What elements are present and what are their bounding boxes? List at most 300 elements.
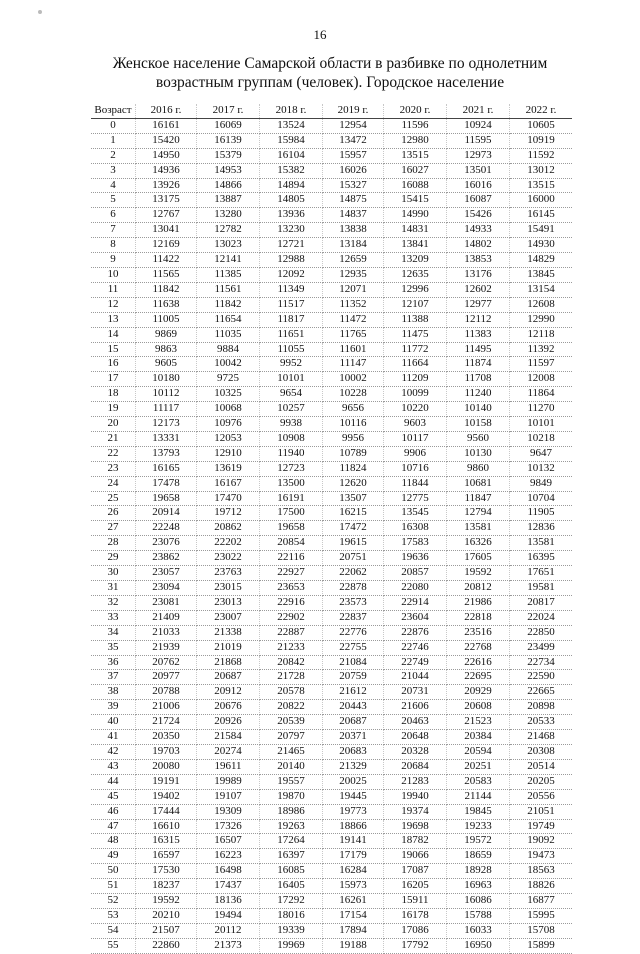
- age-cell: 8: [91, 238, 136, 253]
- table-row: [91, 655, 572, 670]
- value-cell: 23862: [136, 551, 197, 566]
- value-cell: 20797: [260, 730, 323, 745]
- table-row: [91, 849, 572, 864]
- age-cell: 32: [91, 595, 136, 610]
- value-cell: 13841: [384, 238, 447, 253]
- value-cell: 21728: [260, 670, 323, 685]
- value-cell: 12782: [197, 223, 260, 238]
- age-cell: 51: [91, 879, 136, 894]
- value-cell: 20857: [384, 566, 447, 581]
- value-cell: 12608: [510, 297, 573, 312]
- value-cell: 16877: [510, 894, 573, 909]
- value-cell: 14875: [323, 193, 384, 208]
- value-cell: 10180: [136, 372, 197, 387]
- value-cell: 15327: [323, 178, 384, 193]
- value-cell: 16215: [323, 506, 384, 521]
- value-cell: 13619: [197, 461, 260, 476]
- value-cell: 10257: [260, 402, 323, 417]
- value-cell: 20274: [197, 744, 260, 759]
- age-cell: 49: [91, 849, 136, 864]
- value-cell: 11592: [510, 148, 573, 163]
- value-cell: 10002: [323, 372, 384, 387]
- value-cell: 13887: [197, 193, 260, 208]
- value-cell: 13184: [323, 238, 384, 253]
- value-cell: 20025: [323, 774, 384, 789]
- value-cell: 18563: [510, 864, 573, 879]
- value-cell: 10116: [323, 417, 384, 432]
- value-cell: 18866: [323, 819, 384, 834]
- value-cell: 18928: [447, 864, 510, 879]
- value-cell: 12112: [447, 312, 510, 327]
- value-cell: 22749: [384, 655, 447, 670]
- value-cell: 11517: [260, 297, 323, 312]
- value-cell: 10704: [510, 491, 573, 506]
- value-cell: 19233: [447, 819, 510, 834]
- age-cell: 34: [91, 625, 136, 640]
- value-cell: 12092: [260, 267, 323, 282]
- value-cell: 21868: [197, 655, 260, 670]
- value-cell: 12008: [510, 372, 573, 387]
- age-cell: 23: [91, 461, 136, 476]
- value-cell: 23094: [136, 581, 197, 596]
- value-cell: 15415: [384, 193, 447, 208]
- value-cell: 18659: [447, 849, 510, 864]
- column-header-year: 2017 г.: [197, 104, 260, 118]
- value-cell: 22616: [447, 655, 510, 670]
- age-cell: 46: [91, 804, 136, 819]
- value-cell: 16191: [260, 491, 323, 506]
- value-cell: 11772: [384, 342, 447, 357]
- value-cell: 13280: [197, 208, 260, 223]
- value-cell: 19940: [384, 789, 447, 804]
- age-cell: 33: [91, 610, 136, 625]
- table-row: [91, 133, 572, 148]
- table-row: [91, 864, 572, 879]
- age-cell: 53: [91, 908, 136, 923]
- value-cell: 14933: [447, 223, 510, 238]
- value-cell: 16395: [510, 551, 573, 566]
- column-header-year: 2020 г.: [384, 104, 447, 118]
- value-cell: 13331: [136, 431, 197, 446]
- value-cell: 16069: [197, 118, 260, 133]
- title-line-1: Женское население Самарской области в разбивке по однолетним: [112, 55, 548, 72]
- table-row: [91, 282, 572, 297]
- age-cell: 28: [91, 536, 136, 551]
- value-cell: 9906: [384, 446, 447, 461]
- value-cell: 19339: [260, 923, 323, 938]
- value-cell: 20384: [447, 730, 510, 745]
- value-cell: 22878: [323, 581, 384, 596]
- value-cell: 21329: [323, 759, 384, 774]
- table-row: [91, 908, 572, 923]
- column-header-year: 2021 г.: [447, 104, 510, 118]
- age-cell: 6: [91, 208, 136, 223]
- value-cell: 11842: [136, 282, 197, 297]
- value-cell: 15899: [510, 938, 573, 953]
- value-cell: 11905: [510, 506, 573, 521]
- table-row: [91, 894, 572, 909]
- value-cell: 16165: [136, 461, 197, 476]
- value-cell: 11654: [197, 312, 260, 327]
- table-row: [91, 297, 572, 312]
- value-cell: 10789: [323, 446, 384, 461]
- age-cell: 39: [91, 700, 136, 715]
- value-cell: 17894: [323, 923, 384, 938]
- table-row: [91, 879, 572, 894]
- value-cell: 14831: [384, 223, 447, 238]
- value-cell: 22116: [260, 551, 323, 566]
- value-cell: 15708: [510, 923, 573, 938]
- value-cell: 20762: [136, 655, 197, 670]
- document-title: [80, 54, 580, 92]
- value-cell: 20350: [136, 730, 197, 745]
- value-cell: 23007: [197, 610, 260, 625]
- value-cell: 19749: [510, 819, 573, 834]
- value-cell: 10101: [510, 417, 573, 432]
- value-cell: 22818: [447, 610, 510, 625]
- value-cell: 16167: [197, 476, 260, 491]
- age-cell: 21: [91, 431, 136, 446]
- value-cell: 20608: [447, 700, 510, 715]
- table-row: [91, 730, 572, 745]
- value-cell: 19402: [136, 789, 197, 804]
- value-cell: 16139: [197, 133, 260, 148]
- value-cell: 15957: [323, 148, 384, 163]
- value-cell: 11708: [447, 372, 510, 387]
- value-cell: 23022: [197, 551, 260, 566]
- value-cell: 13545: [384, 506, 447, 521]
- age-cell: 16: [91, 357, 136, 372]
- age-cell: 17: [91, 372, 136, 387]
- table-row: [91, 640, 572, 655]
- value-cell: 21584: [197, 730, 260, 745]
- value-cell: 12794: [447, 506, 510, 521]
- value-cell: 12721: [260, 238, 323, 253]
- value-cell: 16205: [384, 879, 447, 894]
- value-cell: 19473: [510, 849, 573, 864]
- value-cell: 11495: [447, 342, 510, 357]
- value-cell: 23015: [197, 581, 260, 596]
- value-cell: 19581: [510, 581, 573, 596]
- value-cell: 21939: [136, 640, 197, 655]
- value-cell: 13581: [447, 521, 510, 536]
- value-cell: 21507: [136, 923, 197, 938]
- column-header-year: 2018 г.: [260, 104, 323, 118]
- value-cell: 16085: [260, 864, 323, 879]
- value-cell: 22080: [384, 581, 447, 596]
- value-cell: 12990: [510, 312, 573, 327]
- value-cell: 17472: [323, 521, 384, 536]
- age-cell: 52: [91, 894, 136, 909]
- value-cell: 9938: [260, 417, 323, 432]
- value-cell: 17292: [260, 894, 323, 909]
- page-number: 16: [313, 27, 327, 42]
- value-cell: 9860: [447, 461, 510, 476]
- value-cell: 12775: [384, 491, 447, 506]
- table-row: [91, 923, 572, 938]
- value-cell: 10716: [384, 461, 447, 476]
- value-cell: 9863: [136, 342, 197, 357]
- value-cell: 14930: [510, 238, 573, 253]
- age-cell: 7: [91, 223, 136, 238]
- value-cell: 11349: [260, 282, 323, 297]
- value-cell: 20926: [197, 715, 260, 730]
- value-cell: 20328: [384, 744, 447, 759]
- table-row: [91, 372, 572, 387]
- value-cell: 21144: [447, 789, 510, 804]
- age-cell: 11: [91, 282, 136, 297]
- value-cell: 9647: [510, 446, 573, 461]
- value-cell: 17470: [197, 491, 260, 506]
- table-row: [91, 357, 572, 372]
- value-cell: 19845: [447, 804, 510, 819]
- column-header-age: Возраст: [91, 104, 136, 118]
- value-cell: 19658: [136, 491, 197, 506]
- age-cell: 22: [91, 446, 136, 461]
- value-cell: 11596: [384, 118, 447, 133]
- table-row: [91, 685, 572, 700]
- value-cell: 17154: [323, 908, 384, 923]
- value-cell: 11147: [323, 357, 384, 372]
- value-cell: 22850: [510, 625, 573, 640]
- age-cell: 0: [91, 118, 136, 133]
- value-cell: 10919: [510, 133, 573, 148]
- age-cell: 24: [91, 476, 136, 491]
- value-cell: 16963: [447, 879, 510, 894]
- table-row: [91, 774, 572, 789]
- age-cell: 5: [91, 193, 136, 208]
- value-cell: 18136: [197, 894, 260, 909]
- table-row: [91, 387, 572, 402]
- value-cell: 20514: [510, 759, 573, 774]
- age-cell: 27: [91, 521, 136, 536]
- age-cell: 18: [91, 387, 136, 402]
- value-cell: 12980: [384, 133, 447, 148]
- value-cell: 9656: [323, 402, 384, 417]
- value-cell: 10140: [447, 402, 510, 417]
- value-cell: 20817: [510, 595, 573, 610]
- value-cell: 16016: [447, 178, 510, 193]
- table-row: [91, 223, 572, 238]
- table-row: [91, 536, 572, 551]
- age-cell: 13: [91, 312, 136, 327]
- value-cell: 22755: [323, 640, 384, 655]
- value-cell: 11874: [447, 357, 510, 372]
- value-cell: 11117: [136, 402, 197, 417]
- value-cell: 16284: [323, 864, 384, 879]
- value-cell: 16104: [260, 148, 323, 163]
- value-cell: 13838: [323, 223, 384, 238]
- value-cell: 12723: [260, 461, 323, 476]
- value-cell: 10101: [260, 372, 323, 387]
- value-cell: 10924: [447, 118, 510, 133]
- table-row: [91, 670, 572, 685]
- age-cell: 44: [91, 774, 136, 789]
- value-cell: 21465: [260, 744, 323, 759]
- value-cell: 20210: [136, 908, 197, 923]
- value-cell: 11475: [384, 327, 447, 342]
- value-cell: 19592: [447, 566, 510, 581]
- table-row: [91, 253, 572, 268]
- age-cell: 40: [91, 715, 136, 730]
- value-cell: 16087: [447, 193, 510, 208]
- value-cell: 9849: [510, 476, 573, 491]
- table-row: [91, 744, 572, 759]
- value-cell: 21373: [197, 938, 260, 953]
- value-cell: 12973: [447, 148, 510, 163]
- value-cell: 20759: [323, 670, 384, 685]
- value-cell: 11209: [384, 372, 447, 387]
- table-row: [91, 566, 572, 581]
- value-cell: 17444: [136, 804, 197, 819]
- value-cell: 20788: [136, 685, 197, 700]
- table-row: [91, 178, 572, 193]
- value-cell: 20594: [447, 744, 510, 759]
- value-cell: 9956: [323, 431, 384, 446]
- value-cell: 22927: [260, 566, 323, 581]
- value-cell: 13176: [447, 267, 510, 282]
- value-cell: 17326: [197, 819, 260, 834]
- value-cell: 15491: [510, 223, 573, 238]
- value-cell: 12910: [197, 446, 260, 461]
- value-cell: 9654: [260, 387, 323, 402]
- title-line-2: возрастным группам (человек). Городское население: [155, 74, 505, 91]
- value-cell: 11824: [323, 461, 384, 476]
- value-cell: 16315: [136, 834, 197, 849]
- value-cell: 11385: [197, 267, 260, 282]
- value-cell: 10908: [260, 431, 323, 446]
- value-cell: 10099: [384, 387, 447, 402]
- age-cell: 29: [91, 551, 136, 566]
- value-cell: 13926: [136, 178, 197, 193]
- value-cell: 10218: [510, 431, 573, 446]
- value-cell: 14802: [447, 238, 510, 253]
- column-header-year: 2022 г.: [510, 104, 573, 118]
- value-cell: 23499: [510, 640, 573, 655]
- value-cell: 11383: [447, 327, 510, 342]
- age-cell: 4: [91, 178, 136, 193]
- value-cell: 10605: [510, 118, 573, 133]
- value-cell: 13507: [323, 491, 384, 506]
- value-cell: 14894: [260, 178, 323, 193]
- value-cell: 11472: [323, 312, 384, 327]
- value-cell: 16223: [197, 849, 260, 864]
- value-cell: 20751: [323, 551, 384, 566]
- table-row: [91, 938, 572, 953]
- value-cell: 21051: [510, 804, 573, 819]
- value-cell: 17500: [260, 506, 323, 521]
- value-cell: 22860: [136, 938, 197, 953]
- value-cell: 19374: [384, 804, 447, 819]
- value-cell: 13793: [136, 446, 197, 461]
- value-cell: 17179: [323, 849, 384, 864]
- value-cell: 14950: [136, 148, 197, 163]
- value-cell: 21523: [447, 715, 510, 730]
- population-table: [91, 104, 572, 954]
- value-cell: 22590: [510, 670, 573, 685]
- value-cell: 20862: [197, 521, 260, 536]
- value-cell: 19712: [197, 506, 260, 521]
- table-row: [91, 521, 572, 536]
- value-cell: 12977: [447, 297, 510, 312]
- value-cell: 20687: [197, 670, 260, 685]
- table-row: [91, 834, 572, 849]
- value-cell: 12935: [323, 267, 384, 282]
- table-row: [91, 431, 572, 446]
- age-cell: 37: [91, 670, 136, 685]
- value-cell: 16597: [136, 849, 197, 864]
- age-cell: 54: [91, 923, 136, 938]
- value-cell: 20812: [447, 581, 510, 596]
- value-cell: 19572: [447, 834, 510, 849]
- age-cell: 1: [91, 133, 136, 148]
- value-cell: 19309: [197, 804, 260, 819]
- value-cell: 14805: [260, 193, 323, 208]
- value-cell: 19592: [136, 894, 197, 909]
- value-cell: 16033: [447, 923, 510, 938]
- table-row: [91, 417, 572, 432]
- value-cell: 16498: [197, 864, 260, 879]
- age-cell: 26: [91, 506, 136, 521]
- value-cell: 19969: [260, 938, 323, 953]
- value-cell: 11352: [323, 297, 384, 312]
- value-cell: 13209: [384, 253, 447, 268]
- value-cell: 20583: [447, 774, 510, 789]
- value-cell: 11847: [447, 491, 510, 506]
- value-cell: 11844: [384, 476, 447, 491]
- value-cell: 22734: [510, 655, 573, 670]
- value-cell: 14990: [384, 208, 447, 223]
- value-cell: 20112: [197, 923, 260, 938]
- value-cell: 17792: [384, 938, 447, 953]
- value-cell: 19698: [384, 819, 447, 834]
- value-cell: 23076: [136, 536, 197, 551]
- value-cell: 16397: [260, 849, 323, 864]
- age-cell: 9: [91, 253, 136, 268]
- value-cell: 10681: [447, 476, 510, 491]
- value-cell: 12659: [323, 253, 384, 268]
- table-header-row: [91, 104, 572, 118]
- value-cell: 22248: [136, 521, 197, 536]
- value-cell: 11388: [384, 312, 447, 327]
- value-cell: 12836: [510, 521, 573, 536]
- scan-speck: [38, 10, 42, 14]
- value-cell: 10112: [136, 387, 197, 402]
- value-cell: 9952: [260, 357, 323, 372]
- value-cell: 10158: [447, 417, 510, 432]
- value-cell: 13023: [197, 238, 260, 253]
- value-cell: 20205: [510, 774, 573, 789]
- value-cell: 19989: [197, 774, 260, 789]
- age-cell: 10: [91, 267, 136, 282]
- value-cell: 11595: [447, 133, 510, 148]
- age-cell: 12: [91, 297, 136, 312]
- value-cell: 21468: [510, 730, 573, 745]
- value-cell: 22746: [384, 640, 447, 655]
- age-cell: 14: [91, 327, 136, 342]
- value-cell: 15426: [447, 208, 510, 223]
- value-cell: 23573: [323, 595, 384, 610]
- value-cell: 11035: [197, 327, 260, 342]
- value-cell: 20854: [260, 536, 323, 551]
- value-cell: 22914: [384, 595, 447, 610]
- value-cell: 12988: [260, 253, 323, 268]
- value-cell: 12602: [447, 282, 510, 297]
- value-cell: 18016: [260, 908, 323, 923]
- table-row: [91, 327, 572, 342]
- value-cell: 22776: [323, 625, 384, 640]
- value-cell: 22768: [447, 640, 510, 655]
